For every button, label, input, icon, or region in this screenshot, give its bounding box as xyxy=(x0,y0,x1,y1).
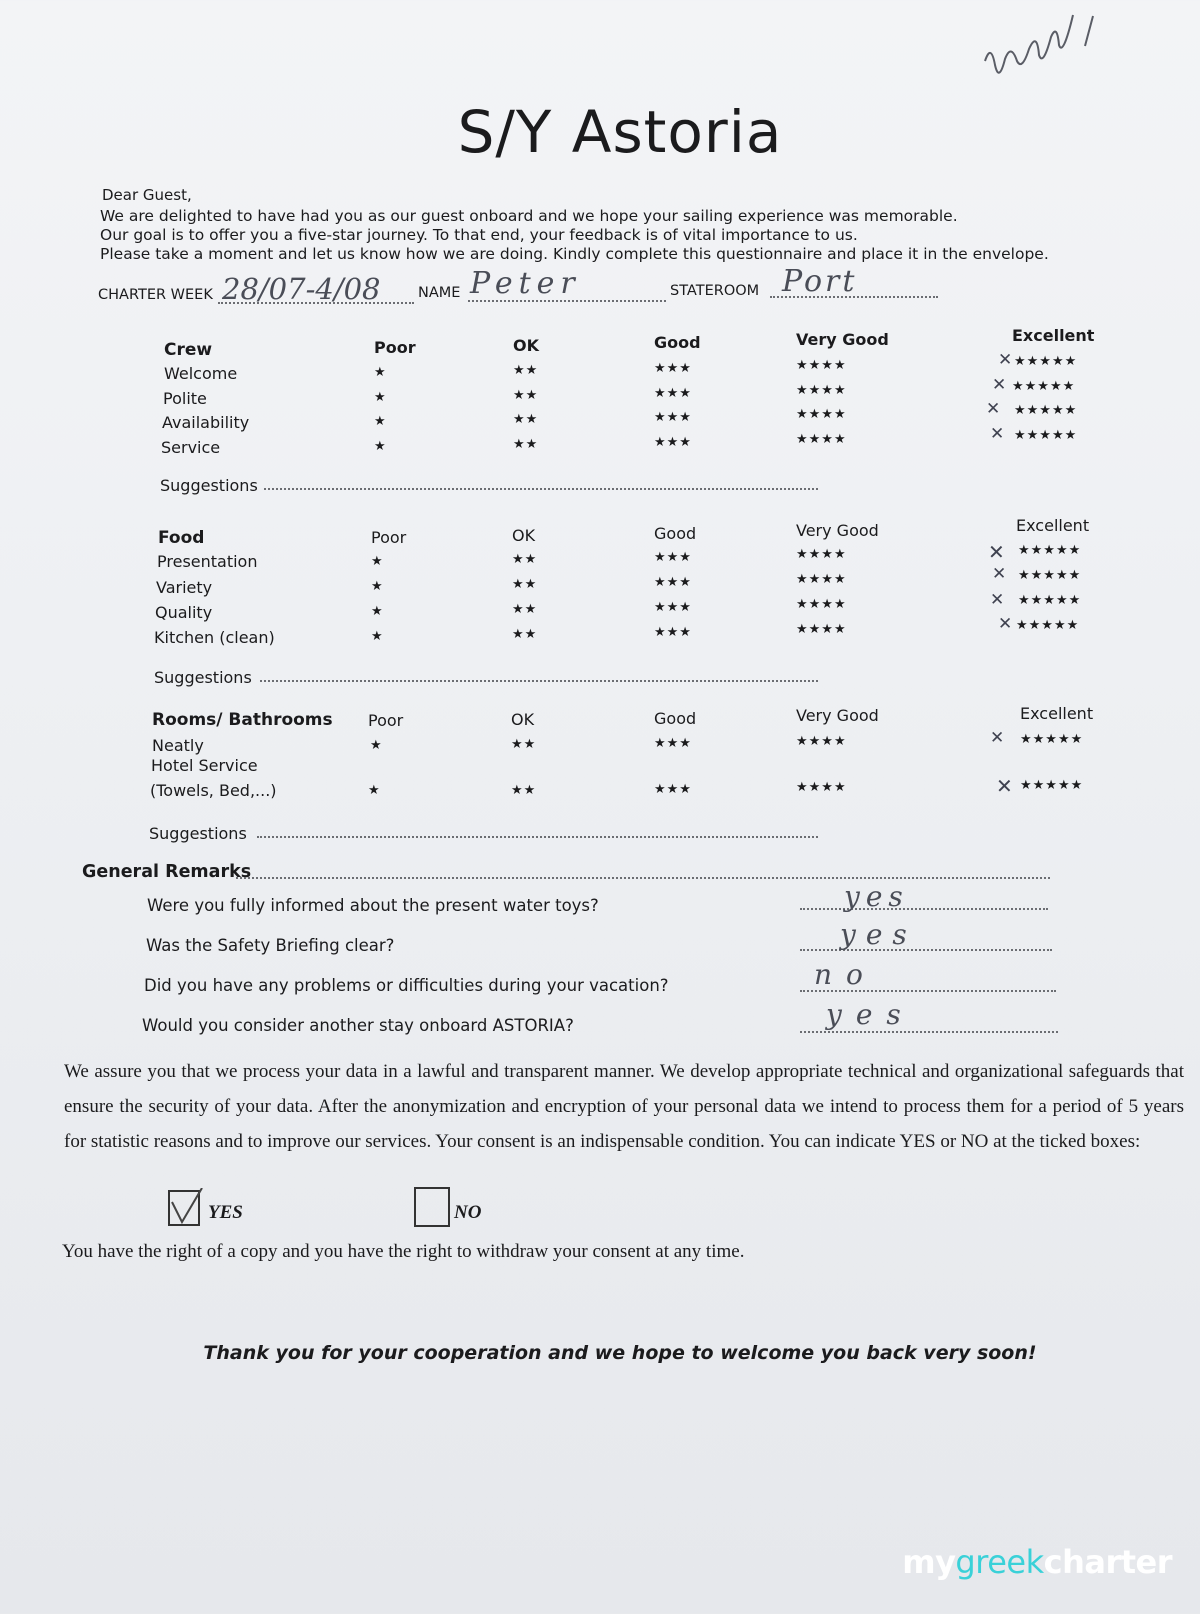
answer-another-stay[interactable]: yes xyxy=(826,998,915,1031)
check-mark: ✕ xyxy=(988,540,1005,564)
star-option[interactable]: ★ xyxy=(368,782,381,797)
crew-section-title: Crew xyxy=(164,340,213,360)
check-mark: ✕ xyxy=(992,564,1007,584)
check-mark: ✕ xyxy=(986,399,1001,419)
general-remarks-line[interactable] xyxy=(236,877,1050,879)
star-option[interactable]: ★★★ xyxy=(654,574,692,589)
star-option[interactable]: ★★★★ xyxy=(796,546,847,561)
star-option[interactable]: ★★ xyxy=(511,782,537,797)
food-col-verygood: Very Good xyxy=(796,521,879,540)
star-option[interactable]: ★★ xyxy=(513,436,539,451)
crew-item-service: Service xyxy=(161,438,221,457)
star-option[interactable]: ★★ xyxy=(513,362,539,377)
star-option[interactable]: ★ xyxy=(370,737,383,752)
food-item-quality: Quality xyxy=(155,603,213,622)
crew-col-verygood: Very Good xyxy=(796,330,889,349)
rights-statement: You have the right of a copy and you have the right to withdraw your consent at any time. xyxy=(62,1241,745,1262)
stateroom-field[interactable]: Port xyxy=(782,264,858,299)
check-mark: ✕ xyxy=(990,728,1005,748)
rooms-section-title: Rooms/ Bathrooms xyxy=(152,710,333,730)
star-option[interactable]: ★★★★★ xyxy=(1014,402,1078,417)
star-option[interactable]: ★★★★★ xyxy=(1014,427,1078,442)
watermark-part-3: charter xyxy=(1043,1543,1172,1581)
food-col-good: Good xyxy=(654,524,697,543)
general-remarks-label: General Remarks xyxy=(82,862,252,882)
star-option[interactable]: ★ xyxy=(374,364,387,379)
check-mark: ✕ xyxy=(996,774,1013,798)
question-another-stay: Would you consider another stay onboard ASTORIA? xyxy=(142,1016,574,1035)
rooms-col-verygood: Very Good xyxy=(796,706,879,725)
star-option[interactable]: ★★★★★ xyxy=(1016,617,1080,632)
food-col-poor: Poor xyxy=(371,528,407,547)
crew-suggestions-label: Suggestions xyxy=(160,476,258,495)
star-option[interactable]: ★★★★★ xyxy=(1014,353,1078,368)
star-option[interactable]: ★★★★★ xyxy=(1020,777,1084,792)
star-option[interactable]: ★ xyxy=(371,628,384,643)
check-mark: ✕ xyxy=(998,350,1013,370)
star-option[interactable]: ★★★ xyxy=(654,385,692,400)
star-option[interactable]: ★★★ xyxy=(654,599,692,614)
charter-week-field[interactable]: 28/07-4/08 xyxy=(222,272,381,306)
consent-no-checkbox[interactable] xyxy=(414,1187,450,1227)
rooms-suggestions-line[interactable] xyxy=(257,836,818,838)
star-option[interactable]: ★★ xyxy=(511,736,537,751)
answer-water-toys[interactable]: yes xyxy=(844,880,909,913)
question-problems: Did you have any problems or difficulties during your vacation? xyxy=(144,976,669,995)
crew-col-ok: OK xyxy=(513,336,539,355)
star-option[interactable]: ★★ xyxy=(512,626,538,641)
rooms-item-towels-bed: (Towels, Bed,...) xyxy=(150,781,277,800)
star-option[interactable]: ★★ xyxy=(512,601,538,616)
star-option[interactable]: ★ xyxy=(371,553,384,568)
star-option[interactable]: ★★★★★ xyxy=(1020,731,1084,746)
star-option[interactable]: ★★★ xyxy=(654,624,692,639)
star-option[interactable]: ★★★★ xyxy=(796,382,847,397)
food-item-variety: Variety xyxy=(156,578,213,597)
rooms-col-excellent: Excellent xyxy=(1020,704,1094,723)
intro-line-1: We are delighted to have had you as our guest onboard and we hope your sailing experience was memorable. xyxy=(100,207,958,225)
crew-item-availability: Availability xyxy=(162,413,250,432)
star-option[interactable]: ★★★★★ xyxy=(1018,542,1082,557)
star-option[interactable]: ★ xyxy=(371,603,384,618)
star-option[interactable]: ★★ xyxy=(513,387,539,402)
greeting: Dear Guest, xyxy=(102,186,192,204)
intro-line-2: Our goal is to offer you a five-star journey. To that end, your feedback is of vital importance to us. xyxy=(100,226,858,244)
star-option[interactable]: ★★★ xyxy=(654,735,692,750)
food-col-ok: OK xyxy=(512,526,536,545)
star-option[interactable]: ★★★★ xyxy=(796,571,847,586)
initials-scribble xyxy=(980,6,1150,96)
crew-col-poor: Poor xyxy=(374,338,416,357)
star-option[interactable]: ★ xyxy=(374,438,387,453)
check-mark: ✕ xyxy=(990,424,1005,444)
star-option[interactable]: ★★★★★ xyxy=(1012,378,1076,393)
star-option[interactable]: ★★ xyxy=(513,411,539,426)
answer-problems[interactable]: no xyxy=(814,958,877,991)
stateroom-label: STATEROOM xyxy=(670,283,760,299)
star-option[interactable]: ★★★★★ xyxy=(1018,592,1082,607)
star-option[interactable]: ★ xyxy=(371,578,384,593)
charter-week-label: CHARTER WEEK xyxy=(98,287,213,303)
intro-line-3: Please take a moment and let us know how we are doing. Kindly complete this questionnaire and place it in the envelope. xyxy=(100,245,1049,263)
crew-item-polite: Polite xyxy=(163,389,207,408)
name-label: NAME xyxy=(418,285,461,301)
star-option[interactable]: ★★★★★ xyxy=(1018,567,1082,582)
rooms-item-hotel-service: Hotel Service xyxy=(151,756,258,775)
crew-suggestions-line[interactable] xyxy=(264,488,818,490)
food-item-kitchen: Kitchen (clean) xyxy=(154,628,275,647)
crew-col-excellent: Excellent xyxy=(1012,326,1095,345)
star-option[interactable]: ★★★ xyxy=(654,409,692,424)
star-option[interactable]: ★ xyxy=(374,413,387,428)
food-suggestions-label: Suggestions xyxy=(154,668,252,687)
consent-yes-label: YES xyxy=(208,1202,243,1223)
star-option[interactable]: ★★★ xyxy=(654,360,692,375)
watermark-logo xyxy=(902,1543,1172,1581)
star-option[interactable]: ★★★ xyxy=(654,549,692,564)
check-mark: ✕ xyxy=(992,375,1007,395)
closing-thanks: Thank you for your cooperation and we hope to welcome you back very soon! xyxy=(203,1342,1037,1364)
question-safety-briefing: Was the Safety Briefing clear? xyxy=(146,936,395,955)
star-option[interactable]: ★★★ xyxy=(654,781,692,796)
star-option[interactable]: ★ xyxy=(374,389,387,404)
rooms-item-neatly: Neatly xyxy=(152,736,204,755)
rooms-col-poor: Poor xyxy=(368,711,404,730)
star-option[interactable]: ★★ xyxy=(512,576,538,591)
star-option[interactable]: ★★ xyxy=(512,551,538,566)
food-col-excellent: Excellent xyxy=(1016,516,1090,535)
answer-safety-briefing[interactable]: yes xyxy=(840,918,917,951)
check-mark: ✕ xyxy=(990,590,1005,610)
star-option[interactable]: ★★★★ xyxy=(796,779,847,794)
star-option[interactable]: ★★★★ xyxy=(796,431,847,446)
rooms-col-ok: OK xyxy=(511,710,535,729)
watermark-part-2: greek xyxy=(955,1543,1044,1581)
page-title: S/Y Astoria xyxy=(457,98,783,166)
watermark-part-1: my xyxy=(902,1543,956,1581)
rooms-suggestions-label: Suggestions xyxy=(149,824,247,843)
food-section-title: Food xyxy=(158,528,205,548)
star-option[interactable]: ★★★★ xyxy=(796,406,847,421)
crew-item-welcome: Welcome xyxy=(164,364,238,383)
star-option[interactable]: ★★★ xyxy=(654,434,692,449)
star-option[interactable]: ★★★★ xyxy=(796,357,847,372)
crew-col-good: Good xyxy=(654,333,701,352)
star-option[interactable]: ★★★★ xyxy=(796,621,847,636)
star-option[interactable]: ★★★★ xyxy=(796,733,847,748)
rooms-col-good: Good xyxy=(654,709,697,728)
food-item-presentation: Presentation xyxy=(157,552,258,571)
food-suggestions-line[interactable] xyxy=(260,680,818,682)
consent-no-label: NO xyxy=(454,1202,482,1223)
privacy-paragraph: We assure you that we process your data in a lawful and transparent manner. We develop appropriate technical and organizational safeguards that ensure the security of your data. After the anonymization and encryption of your personal data we intend to process them for a period of 5 years for statistic reasons and to improve our services. Your consent is an indispensable condition. You can indicate YES or NO at the ticked boxes: xyxy=(64,1061,1184,1152)
name-field[interactable]: Peter xyxy=(470,266,581,301)
question-water-toys: Were you fully informed about the present water toys? xyxy=(147,896,599,915)
check-mark: ✕ xyxy=(998,614,1013,634)
checkmark-icon xyxy=(166,1188,206,1230)
star-option[interactable]: ★★★★ xyxy=(796,596,847,611)
